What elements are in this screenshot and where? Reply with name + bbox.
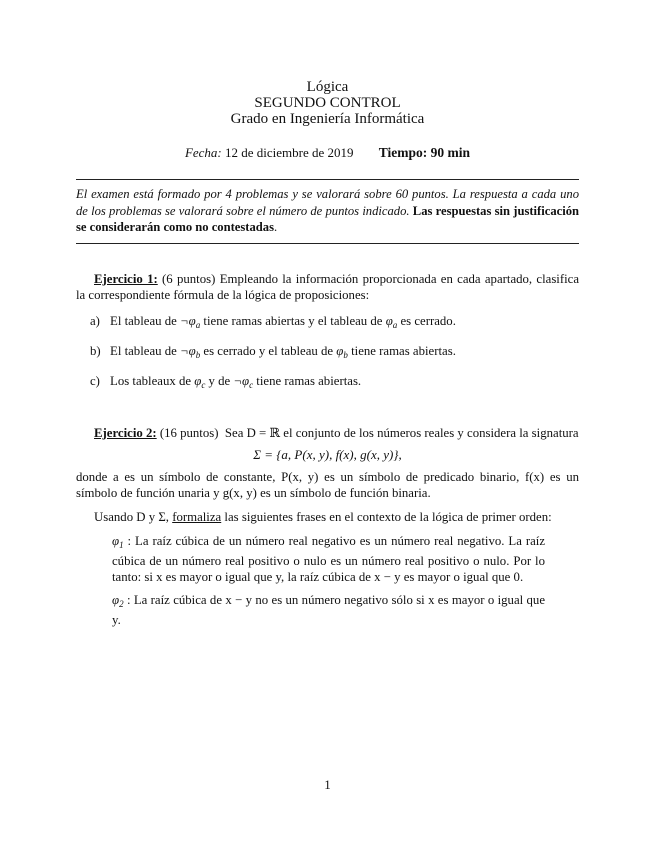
exam-title: SEGUNDO CONTROL [254, 95, 401, 111]
exercise-1-text: Empleando la información proporcionada en cada apartado, clasifica la correspondiente fórmula de la lógica de proposiciones: [76, 271, 580, 302]
bottom-rule [76, 243, 579, 244]
exam-info [76, 145, 579, 161]
notice-italic: El examen está formado por 4 problemas y se valorará sobre 60 puntos. La respuesta a cada uno de los problemas se valorará sobre el número de puntos indicado. [76, 187, 579, 218]
formulas-block [112, 533, 545, 628]
exam-header [76, 79, 579, 127]
degree-title: Grado en Ingeniería Informática [230, 111, 425, 127]
list-item: a) El tableau de $\neg\varphi_a$ tiene ramas abiertas y el tableau de $\varphi_a$ es cerrado. [90, 313, 456, 330]
time-limit: Tiempo: 90 min [378, 145, 471, 160]
list-item: c) Los tableaux de $\varphi_c$ y de $\neg\varphi_c$ tiene ramas abiertas. [90, 373, 362, 390]
exercise-2 [76, 425, 579, 628]
phi-2-sentence: $\varphi_2$ : La raíz cúbica de x − y no es un número negativo sólo si x es mayor o igual que y. [112, 592, 545, 627]
page-number: 1 [324, 777, 331, 792]
notice-bold: Las respuestas sin justificación se considerarán como no contestadas [76, 203, 580, 234]
exercise-1 [76, 271, 579, 393]
exercise-1-title: Ejercicio 1: [94, 271, 158, 286]
signature-description: donde a es un símbolo de constante, P(x, y) es un símbolo de predicado binario, f(x) es un símbolo de función unaria y g(x, y) es un símbolo de función binaria. [76, 469, 579, 500]
item-label: a) [90, 313, 100, 328]
phi-1-sentence: $\varphi_1$ : La raíz cúbica de un número real negativo es un número real negativo. La raíz cúbica de un número real positivo o nulo es un número real positivo o nulo. Por lo tanto: si x es mayor o igual que y, la raíz cúbica de x − y es mayor o igual que 0. [112, 533, 545, 584]
exercise-1-points: (6 puntos) [162, 271, 216, 286]
list-item: b) El tableau de $\neg\varphi_b$ es cerrado y el tableau de $\varphi_b$ tiene ramas abiertas. [90, 343, 456, 360]
exercise-2-instruction: Usando D y Σ, formaliza las siguientes frases en el contexto de la lógica de primer orden: [94, 509, 552, 524]
exam-page [76, 0, 579, 635]
exercise-2-intro: Sea D = ℝ el conjunto de los números reales y considera la signatura [224, 425, 579, 440]
signature-formula: Σ = {a, P(x, y), f(x), g(x, y)}, [253, 446, 402, 462]
date-label: Fecha: [184, 145, 222, 160]
exercise-1-items [76, 313, 579, 393]
exam-notice: El examen está formado por 4 problemas y se valorará sobre 60 puntos. La respuesta a cada uno de los problemas se valorará sobre el número de puntos indicado. Las respuestas sin justificación se considerarán como no contestadas. [76, 187, 580, 234]
item-label: c) [90, 373, 100, 388]
exercise-2-points: (16 puntos) [159, 425, 219, 440]
exercise-2-title: Ejercicio 2: [94, 425, 157, 440]
item-label: b) [90, 343, 101, 358]
date-value: 12 de diciembre de 2019 [225, 145, 354, 160]
formaliza-keyword: formaliza [172, 509, 222, 524]
course-title: Lógica [306, 79, 349, 95]
